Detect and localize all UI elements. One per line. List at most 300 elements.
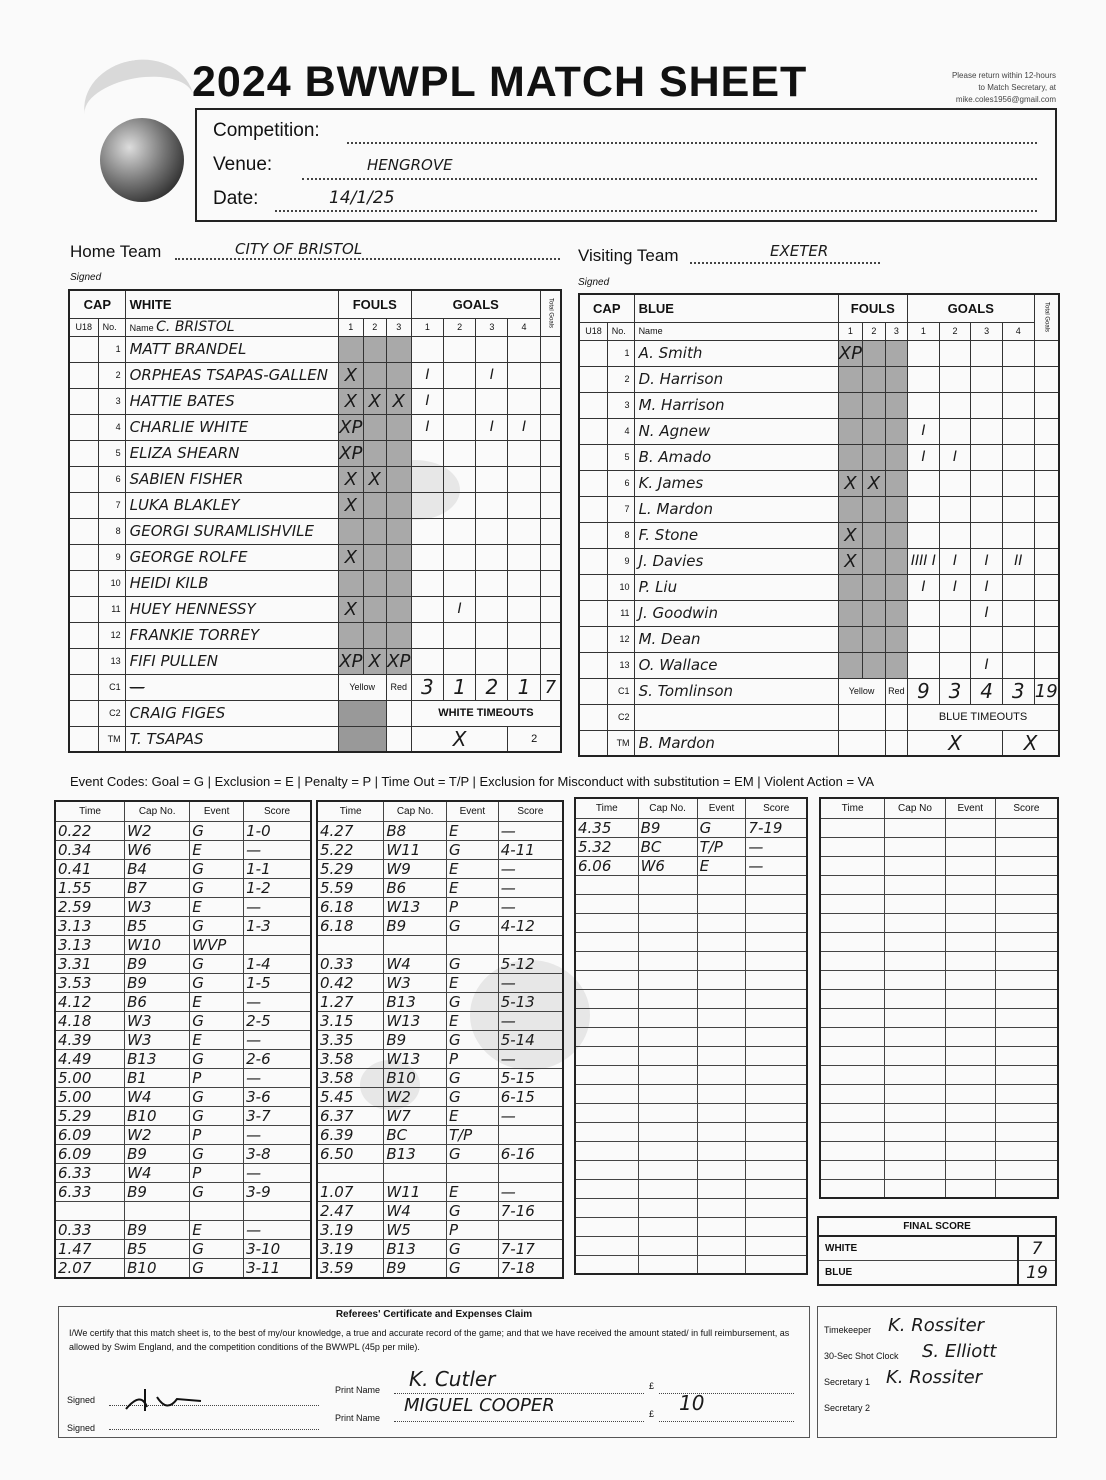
return-note: Please return within 12-hours to Match Secretary, at mike.coles1956@gmail.com bbox=[951, 71, 1056, 104]
log-cell-time bbox=[575, 1122, 638, 1141]
log-cell-cap: B9 bbox=[384, 1030, 447, 1049]
log-cell bbox=[820, 1046, 885, 1065]
log-cell-cap: BC bbox=[638, 837, 697, 856]
goal-cell: I bbox=[971, 574, 1003, 600]
log-cell-cap: W11 bbox=[384, 1182, 447, 1201]
goal-cell bbox=[908, 496, 940, 522]
cap-number: 10 bbox=[98, 570, 125, 596]
log-cell-event: E bbox=[446, 821, 498, 840]
log-cell-time bbox=[575, 1160, 638, 1179]
goal-cell bbox=[476, 388, 508, 414]
away-q2-total: 3 bbox=[939, 678, 971, 704]
foul-cell bbox=[338, 336, 363, 362]
foul-cell bbox=[386, 336, 411, 362]
log-cell-event bbox=[697, 1255, 746, 1274]
foul-cell: X bbox=[363, 648, 386, 674]
log-cell-event: E bbox=[446, 1182, 498, 1201]
log-cell-score bbox=[746, 932, 807, 951]
col-cap: CAP bbox=[69, 290, 125, 318]
away-timeout-2: X bbox=[1002, 730, 1059, 756]
u18-cell bbox=[579, 600, 608, 626]
log-cell bbox=[945, 1027, 995, 1046]
log-cell-event: G bbox=[446, 992, 498, 1011]
away-q4-total: 3 bbox=[1002, 678, 1034, 704]
log-cell bbox=[945, 818, 995, 837]
goal-cell bbox=[508, 544, 540, 570]
log-row bbox=[575, 1236, 807, 1255]
col-goal-2: 2 bbox=[444, 318, 476, 336]
u18-cell bbox=[69, 518, 98, 544]
ref2-signed-label: Signed bbox=[67, 1423, 96, 1433]
player-row bbox=[579, 600, 1059, 626]
log-row bbox=[55, 840, 311, 859]
log-cell bbox=[885, 913, 946, 932]
log-cell bbox=[945, 913, 995, 932]
foul-cell bbox=[386, 492, 411, 518]
foul-cell bbox=[338, 518, 363, 544]
home-timeout-1: X bbox=[411, 726, 508, 752]
log-cell-score: — bbox=[244, 992, 311, 1011]
log-cell-cap: B6 bbox=[384, 878, 447, 897]
log-cell bbox=[945, 1046, 995, 1065]
player-name: P. Liu bbox=[634, 574, 838, 600]
log-row bbox=[317, 1239, 563, 1258]
log-cell-event bbox=[697, 1217, 746, 1236]
log-cell-event bbox=[697, 1141, 746, 1160]
col-u18: U18 bbox=[579, 322, 608, 340]
log-cell bbox=[945, 951, 995, 970]
home-q4-total: 1 bbox=[508, 674, 540, 700]
player-name: HUEY HENNESSY bbox=[125, 596, 338, 622]
foul-cell bbox=[338, 570, 363, 596]
goal-cell bbox=[508, 492, 540, 518]
goal-cell bbox=[971, 626, 1003, 652]
log-cell-time: 5.59 bbox=[317, 878, 384, 897]
tm-name: B. Mardon bbox=[634, 730, 838, 756]
away-timeout-1: X bbox=[908, 730, 1003, 756]
log-cell bbox=[995, 913, 1058, 932]
log-row bbox=[575, 1160, 807, 1179]
goal-cell bbox=[1002, 444, 1034, 470]
log-row bbox=[317, 897, 563, 916]
log-cell-score: — bbox=[244, 897, 311, 916]
log-cell-event: P bbox=[446, 897, 498, 916]
log-row bbox=[55, 935, 311, 954]
log-row bbox=[575, 818, 807, 837]
log-row bbox=[575, 1008, 807, 1027]
player-row bbox=[579, 392, 1059, 418]
log-cell-cap: W13 bbox=[384, 897, 447, 916]
cap-number: 11 bbox=[98, 596, 125, 622]
log-row bbox=[55, 1144, 311, 1163]
log-cell bbox=[820, 1179, 885, 1198]
log-row bbox=[55, 1163, 311, 1182]
log-cell-event bbox=[697, 1198, 746, 1217]
secretary1-label: Secretary 1 bbox=[824, 1377, 871, 1387]
log-cell-score: — bbox=[498, 1182, 563, 1201]
log-cell-time: 0.34 bbox=[55, 840, 125, 859]
goal-cell bbox=[939, 652, 971, 678]
foul-cell bbox=[338, 622, 363, 648]
log-header-time: Time bbox=[820, 798, 885, 818]
col-goal-2: 2 bbox=[939, 322, 971, 340]
goal-cell bbox=[508, 336, 540, 362]
player-row bbox=[579, 418, 1059, 444]
log-cell-event bbox=[697, 913, 746, 932]
log-row bbox=[820, 818, 1058, 837]
log-row bbox=[575, 1046, 807, 1065]
log-cell-cap bbox=[638, 1103, 697, 1122]
log-cell-event: G bbox=[446, 1068, 498, 1087]
timekeeper-name: K. Rossiter bbox=[888, 1315, 985, 1336]
foul-cell bbox=[386, 544, 411, 570]
log-cell-cap: B10 bbox=[125, 1106, 190, 1125]
log-cell-cap bbox=[638, 1084, 697, 1103]
u18-cell bbox=[579, 574, 608, 600]
foul-cell bbox=[885, 600, 907, 626]
log-cell-score bbox=[746, 1160, 807, 1179]
timeouts-label: BLUE TIMEOUTS bbox=[908, 704, 1059, 730]
log-cell-time: 6.09 bbox=[55, 1144, 125, 1163]
foul-cell bbox=[386, 414, 411, 440]
foul-cell: X bbox=[338, 388, 363, 414]
log-cell-time: 5.22 bbox=[317, 840, 384, 859]
u18-cell bbox=[579, 392, 608, 418]
goal-cell bbox=[1002, 366, 1034, 392]
goal-cell bbox=[908, 340, 940, 366]
u18-cell bbox=[69, 570, 98, 596]
goal-cell bbox=[971, 522, 1003, 548]
log-row bbox=[575, 913, 807, 932]
col-total: Total Goals bbox=[1034, 294, 1059, 340]
log-cell-cap bbox=[638, 1046, 697, 1065]
u18-cell bbox=[579, 652, 608, 678]
log-cell bbox=[820, 856, 885, 875]
total-cell bbox=[1034, 444, 1059, 470]
total-cell bbox=[540, 570, 561, 596]
player-name: M. Harrison bbox=[634, 392, 838, 418]
log-cell-time bbox=[575, 1236, 638, 1255]
goal-cell bbox=[411, 492, 443, 518]
final-white-row: WHITE 7 bbox=[819, 1237, 1055, 1261]
player-row bbox=[69, 492, 561, 518]
goal-cell bbox=[444, 570, 476, 596]
goal-cell bbox=[476, 596, 508, 622]
log-cell-cap: W2 bbox=[384, 1087, 447, 1106]
log-cell bbox=[995, 1122, 1058, 1141]
u18-cell bbox=[579, 470, 608, 496]
goal-cell: I bbox=[908, 444, 940, 470]
log-row bbox=[317, 1182, 563, 1201]
log-cell-cap: B1 bbox=[125, 1068, 190, 1087]
log-row bbox=[575, 837, 807, 856]
foul-cell bbox=[838, 418, 863, 444]
log-cell-cap: W11 bbox=[384, 840, 447, 859]
log-cell-score: 7-19 bbox=[746, 818, 807, 837]
log-cell-time bbox=[575, 1046, 638, 1065]
foul-cell bbox=[838, 496, 863, 522]
log-cell-event: E bbox=[446, 878, 498, 897]
away-signed-label: Signed bbox=[578, 277, 610, 288]
log-cell-cap: B13 bbox=[384, 992, 447, 1011]
log-cell-time: 6.39 bbox=[317, 1125, 384, 1144]
log-cell-cap bbox=[638, 1160, 697, 1179]
log-cell-time bbox=[55, 1201, 125, 1220]
goal-cell bbox=[908, 366, 940, 392]
foul-cell bbox=[885, 548, 907, 574]
log-cell-event: P bbox=[190, 1163, 244, 1182]
goal-cell bbox=[508, 622, 540, 648]
log-cell-cap: W3 bbox=[125, 1011, 190, 1030]
log-cell-event: G bbox=[190, 954, 244, 973]
goal-cell: I bbox=[411, 362, 443, 388]
log-cell-time bbox=[575, 951, 638, 970]
total-cell bbox=[1034, 548, 1059, 574]
log-row bbox=[575, 894, 807, 913]
log-cell-event: E bbox=[190, 1030, 244, 1049]
player-row bbox=[69, 440, 561, 466]
log-cell-time: 5.45 bbox=[317, 1087, 384, 1106]
log-row bbox=[317, 821, 563, 840]
goal-cell bbox=[939, 496, 971, 522]
foul-cell bbox=[363, 570, 386, 596]
log-cell-time: 4.35 bbox=[575, 818, 638, 837]
foul-cell bbox=[386, 596, 411, 622]
log-row bbox=[317, 859, 563, 878]
log-header-score: Score bbox=[244, 801, 311, 821]
log-row bbox=[55, 1220, 311, 1239]
log-cell-time: 0.22 bbox=[55, 821, 125, 840]
log-row bbox=[55, 859, 311, 878]
log-cell-score: — bbox=[244, 1125, 311, 1144]
col-name: Name bbox=[634, 322, 838, 340]
log-cell-event: G bbox=[697, 818, 746, 837]
log-cell-event: G bbox=[190, 1011, 244, 1030]
log-cell-time: 4.39 bbox=[55, 1030, 125, 1049]
player-row bbox=[69, 466, 561, 492]
log-cell-cap: W3 bbox=[384, 973, 447, 992]
col-goal-1: 1 bbox=[908, 322, 940, 340]
log-cell-event bbox=[697, 1236, 746, 1255]
goal-cell bbox=[939, 600, 971, 626]
event-log-column-1 bbox=[54, 800, 312, 1279]
log-cell-score: 3-9 bbox=[244, 1182, 311, 1201]
total-cell bbox=[540, 492, 561, 518]
log-cell-event: G bbox=[446, 954, 498, 973]
log-cell-cap: B13 bbox=[384, 1239, 447, 1258]
foul-cell bbox=[363, 622, 386, 648]
log-cell-cap: B9 bbox=[125, 954, 190, 973]
goal-cell bbox=[939, 418, 971, 444]
log-cell-time bbox=[575, 970, 638, 989]
log-cell bbox=[995, 875, 1058, 894]
yellow-label: Yellow bbox=[338, 674, 386, 700]
log-cell-time: 3.58 bbox=[317, 1049, 384, 1068]
log-row bbox=[317, 1030, 563, 1049]
log-row bbox=[317, 935, 563, 954]
total-cell bbox=[540, 648, 561, 674]
player-name: A. Smith bbox=[634, 340, 838, 366]
goal-cell bbox=[508, 466, 540, 492]
player-name: GEORGI SURAMLISHVILE bbox=[125, 518, 338, 544]
log-cell-time bbox=[575, 1217, 638, 1236]
col-no: No. bbox=[98, 318, 125, 336]
log-row bbox=[575, 1065, 807, 1084]
log-row bbox=[820, 1160, 1058, 1179]
u18-cell bbox=[69, 388, 98, 414]
log-cell-score: — bbox=[498, 1011, 563, 1030]
log-cell-event: G bbox=[190, 878, 244, 897]
log-cell-event bbox=[697, 932, 746, 951]
log-cell-cap: B10 bbox=[384, 1068, 447, 1087]
goal-cell bbox=[508, 596, 540, 622]
log-cell-cap: B9 bbox=[384, 1258, 447, 1278]
total-cell bbox=[540, 518, 561, 544]
log-cell-time bbox=[575, 1008, 638, 1027]
log-cell-score bbox=[498, 1220, 563, 1239]
log-cell-cap: B8 bbox=[384, 821, 447, 840]
log-row bbox=[820, 1065, 1058, 1084]
shotclock-label: 30-Sec Shot Clock bbox=[824, 1351, 899, 1361]
log-row bbox=[820, 913, 1058, 932]
goal-cell bbox=[1002, 470, 1034, 496]
away-total: 19 bbox=[1034, 678, 1059, 704]
log-cell-score bbox=[244, 935, 311, 954]
log-cell-event bbox=[697, 1103, 746, 1122]
log-cell bbox=[885, 1027, 946, 1046]
cap-number: 12 bbox=[98, 622, 125, 648]
log-cell bbox=[945, 1141, 995, 1160]
home-team-label: Home Team bbox=[70, 242, 162, 261]
col-foul-3: 3 bbox=[386, 318, 411, 336]
log-header-event: Event bbox=[945, 798, 995, 818]
log-cell-event: E bbox=[190, 840, 244, 859]
log-cell-event bbox=[446, 1163, 498, 1182]
log-row bbox=[55, 1201, 311, 1220]
cap-number: 11 bbox=[608, 600, 635, 626]
log-row bbox=[575, 1084, 807, 1103]
log-row bbox=[317, 1163, 563, 1182]
u18-cell bbox=[69, 466, 98, 492]
foul-cell bbox=[885, 626, 907, 652]
log-cell-score: 2-6 bbox=[244, 1049, 311, 1068]
away-team-name: EXETER bbox=[770, 242, 829, 260]
player-name: K. James bbox=[634, 470, 838, 496]
u18-cell bbox=[579, 366, 608, 392]
foul-cell bbox=[885, 470, 907, 496]
log-cell bbox=[995, 989, 1058, 1008]
log-cell-event: P bbox=[190, 1125, 244, 1144]
player-row bbox=[579, 626, 1059, 652]
log-cell-score bbox=[244, 1201, 311, 1220]
u18-cell bbox=[579, 444, 608, 470]
log-cell-cap bbox=[638, 1122, 697, 1141]
log-cell-score bbox=[746, 1217, 807, 1236]
goal-cell: I bbox=[508, 414, 540, 440]
log-cell bbox=[885, 1065, 946, 1084]
goal-cell bbox=[939, 366, 971, 392]
log-cell-time bbox=[575, 1065, 638, 1084]
log-cell-time bbox=[575, 1141, 638, 1160]
player-name: L. Mardon bbox=[634, 496, 838, 522]
log-cell-time: 0.42 bbox=[317, 973, 384, 992]
foul-cell: X bbox=[363, 466, 386, 492]
log-row bbox=[317, 1087, 563, 1106]
log-cell-cap: W3 bbox=[125, 897, 190, 916]
log-row bbox=[575, 1179, 807, 1198]
goal-cell: I bbox=[444, 596, 476, 622]
log-cell-time bbox=[575, 932, 638, 951]
log-cell bbox=[995, 818, 1058, 837]
log-header-cap: Cap No bbox=[885, 798, 946, 818]
log-cell-cap: W3 bbox=[125, 1030, 190, 1049]
log-cell-score: — bbox=[244, 1163, 311, 1182]
log-cell bbox=[885, 989, 946, 1008]
log-cell bbox=[995, 1103, 1058, 1122]
col-fouls: FOULS bbox=[338, 290, 411, 318]
goal-cell bbox=[908, 652, 940, 678]
final-white-score: 7 bbox=[1017, 1237, 1055, 1261]
goal-cell bbox=[508, 648, 540, 674]
log-cell bbox=[885, 837, 946, 856]
date-row: Date: bbox=[213, 188, 259, 209]
log-cell-score: 1-1 bbox=[244, 859, 311, 878]
goal-cell: I bbox=[476, 414, 508, 440]
cap-number: 4 bbox=[98, 414, 125, 440]
secretary1-name: K. Rossiter bbox=[886, 1367, 983, 1388]
log-cell-score: 3-10 bbox=[244, 1239, 311, 1258]
log-cell bbox=[820, 1160, 885, 1179]
venue-row: Venue: bbox=[213, 154, 273, 175]
foul-cell bbox=[386, 466, 411, 492]
foul-cell bbox=[863, 444, 885, 470]
u18-cell bbox=[69, 336, 98, 362]
log-cell bbox=[820, 894, 885, 913]
log-row bbox=[575, 951, 807, 970]
log-row bbox=[575, 1141, 807, 1160]
log-row bbox=[317, 1106, 563, 1125]
foul-cell bbox=[363, 440, 386, 466]
log-cell-event: E bbox=[190, 897, 244, 916]
log-cell-time: 2.59 bbox=[55, 897, 125, 916]
player-name: J. Davies bbox=[634, 548, 838, 574]
log-cell-cap: B9 bbox=[125, 1144, 190, 1163]
goal-cell bbox=[476, 440, 508, 466]
log-cell bbox=[945, 1065, 995, 1084]
home-team-name: CITY OF BRISTOL bbox=[235, 240, 363, 258]
log-cell-event: G bbox=[190, 1239, 244, 1258]
foul-cell: X bbox=[338, 596, 363, 622]
log-cell-event: G bbox=[190, 973, 244, 992]
log-cell-time bbox=[317, 1163, 384, 1182]
log-cell-event bbox=[697, 1008, 746, 1027]
log-cell-cap: B6 bbox=[125, 992, 190, 1011]
home-timeout-2: 2 bbox=[508, 726, 561, 752]
cap-number: 2 bbox=[98, 362, 125, 388]
log-cell-time: 1.07 bbox=[317, 1182, 384, 1201]
goal-cell bbox=[444, 648, 476, 674]
u18-cell bbox=[579, 496, 608, 522]
log-cell bbox=[995, 1141, 1058, 1160]
log-cell-cap: W9 bbox=[384, 859, 447, 878]
foul-cell bbox=[363, 518, 386, 544]
player-row bbox=[69, 570, 561, 596]
log-row bbox=[55, 1049, 311, 1068]
log-cell bbox=[820, 1084, 885, 1103]
shotclock-name: S. Elliott bbox=[922, 1341, 997, 1362]
foul-cell bbox=[863, 626, 885, 652]
log-cell bbox=[885, 856, 946, 875]
